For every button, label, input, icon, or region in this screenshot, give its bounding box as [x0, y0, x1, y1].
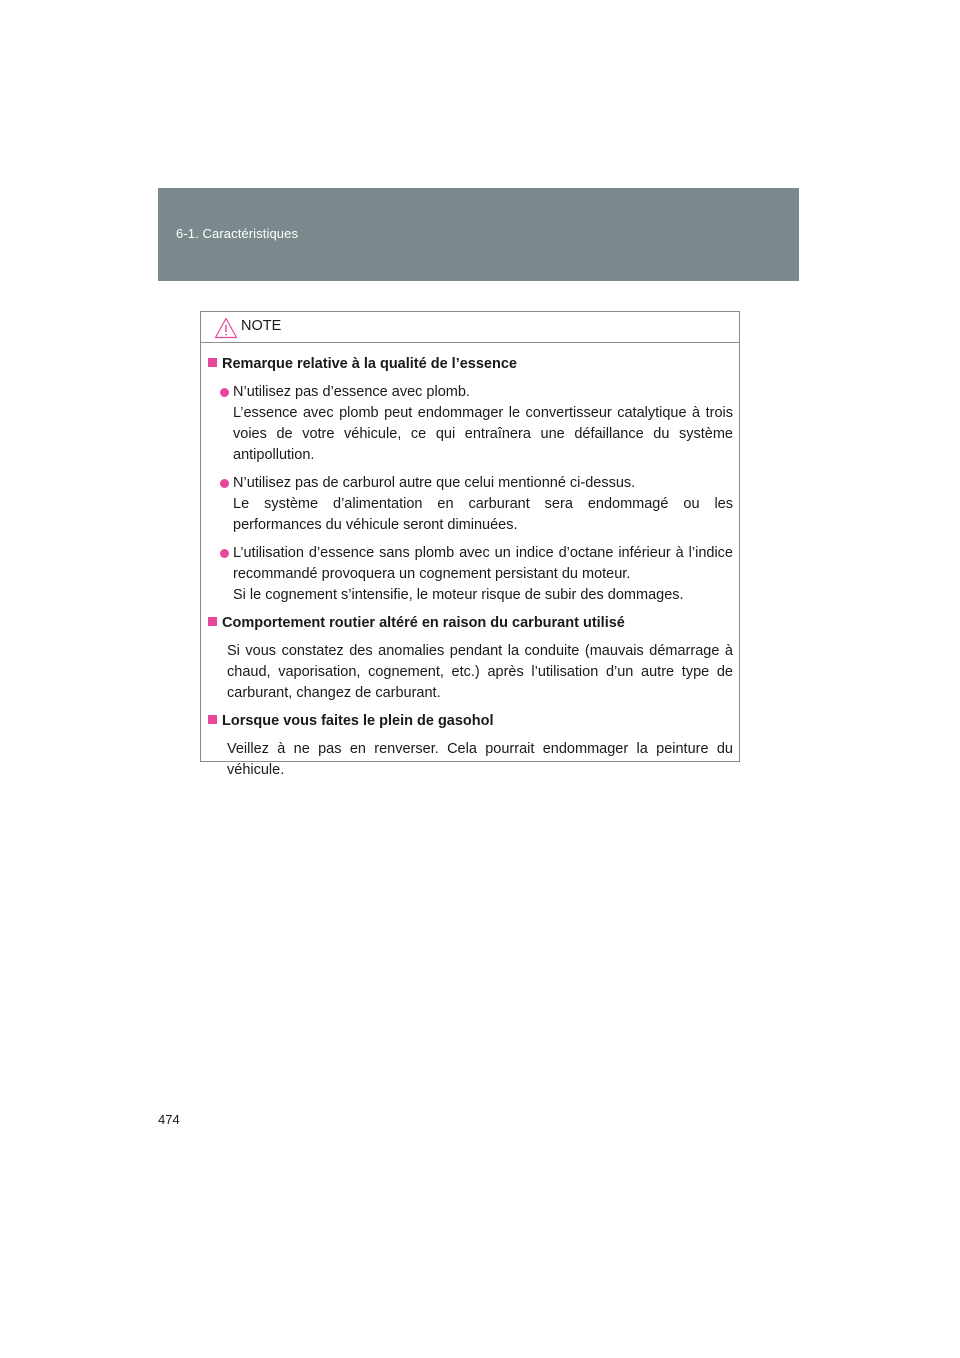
section-heading-text: Remarque relative à la qualité de l’essence [222, 356, 517, 372]
section-paragraph: Si vous constatez des anomalies pendant la conduite (mauvais démarrage à chaud, vaporisation, cognement, etc.) après l’utilisation d’un autre type de carburant, changez de carburant. [227, 643, 733, 701]
list-item-text [233, 382, 733, 466]
item-detail: Si le cognement s’intensifie, le moteur risque de subir des dommages. [233, 587, 684, 603]
list-item [220, 382, 733, 466]
dot-bullet-icon [220, 479, 229, 488]
section-gasohol-refuel [208, 711, 733, 781]
note-title: NOTE [241, 318, 282, 334]
note-box [200, 311, 740, 778]
item-lead: N’utilisez pas d’essence avec plomb. [233, 384, 470, 400]
item-lead: N’utilisez pas de carburol autre que celui mentionné ci-dessus. [233, 475, 636, 491]
item-lead: L’utilisation d’essence sans plomb avec un indice d’octane inférieur à l’indice recommandé provoquera un cognement persistant du moteur. [233, 545, 733, 582]
page-number: 474 [158, 1112, 180, 1127]
section-heading [208, 354, 733, 375]
note-body [201, 343, 739, 781]
list-item-text [233, 473, 733, 536]
section-heading [208, 711, 733, 732]
list-item-text [233, 543, 733, 606]
section-heading-text: Lorsque vous faites le plein de gasohol [222, 713, 494, 729]
square-bullet-icon [208, 358, 217, 367]
section-fuel-quality [208, 354, 733, 606]
section-heading [208, 613, 733, 634]
square-bullet-icon [208, 715, 217, 724]
header-band [158, 188, 799, 281]
item-detail: L’essence avec plomb peut endommager le convertisseur catalytique à trois voies de votre véhicule, ce qui entraînera une défaillance du système antipollution. [233, 405, 733, 463]
section-driving-behaviour [208, 613, 733, 704]
list-item [220, 473, 733, 536]
section-heading-text: Comportement routier altéré en raison du carburant utilisé [222, 615, 625, 631]
warning-triangle-icon [214, 317, 238, 339]
square-bullet-icon [208, 617, 217, 626]
dot-bullet-icon [220, 549, 229, 558]
section-title: 6-1. Caractéristiques [176, 226, 299, 241]
dot-bullet-icon [220, 388, 229, 397]
note-header [201, 312, 739, 343]
item-detail: Le système d’alimentation en carburant sera endommagé ou les performances du véhicule seront diminuées. [233, 496, 733, 533]
list-item [220, 543, 733, 606]
section-paragraph: Veillez à ne pas en renverser. Cela pourrait endommager la peinture du véhicule. [227, 741, 733, 778]
